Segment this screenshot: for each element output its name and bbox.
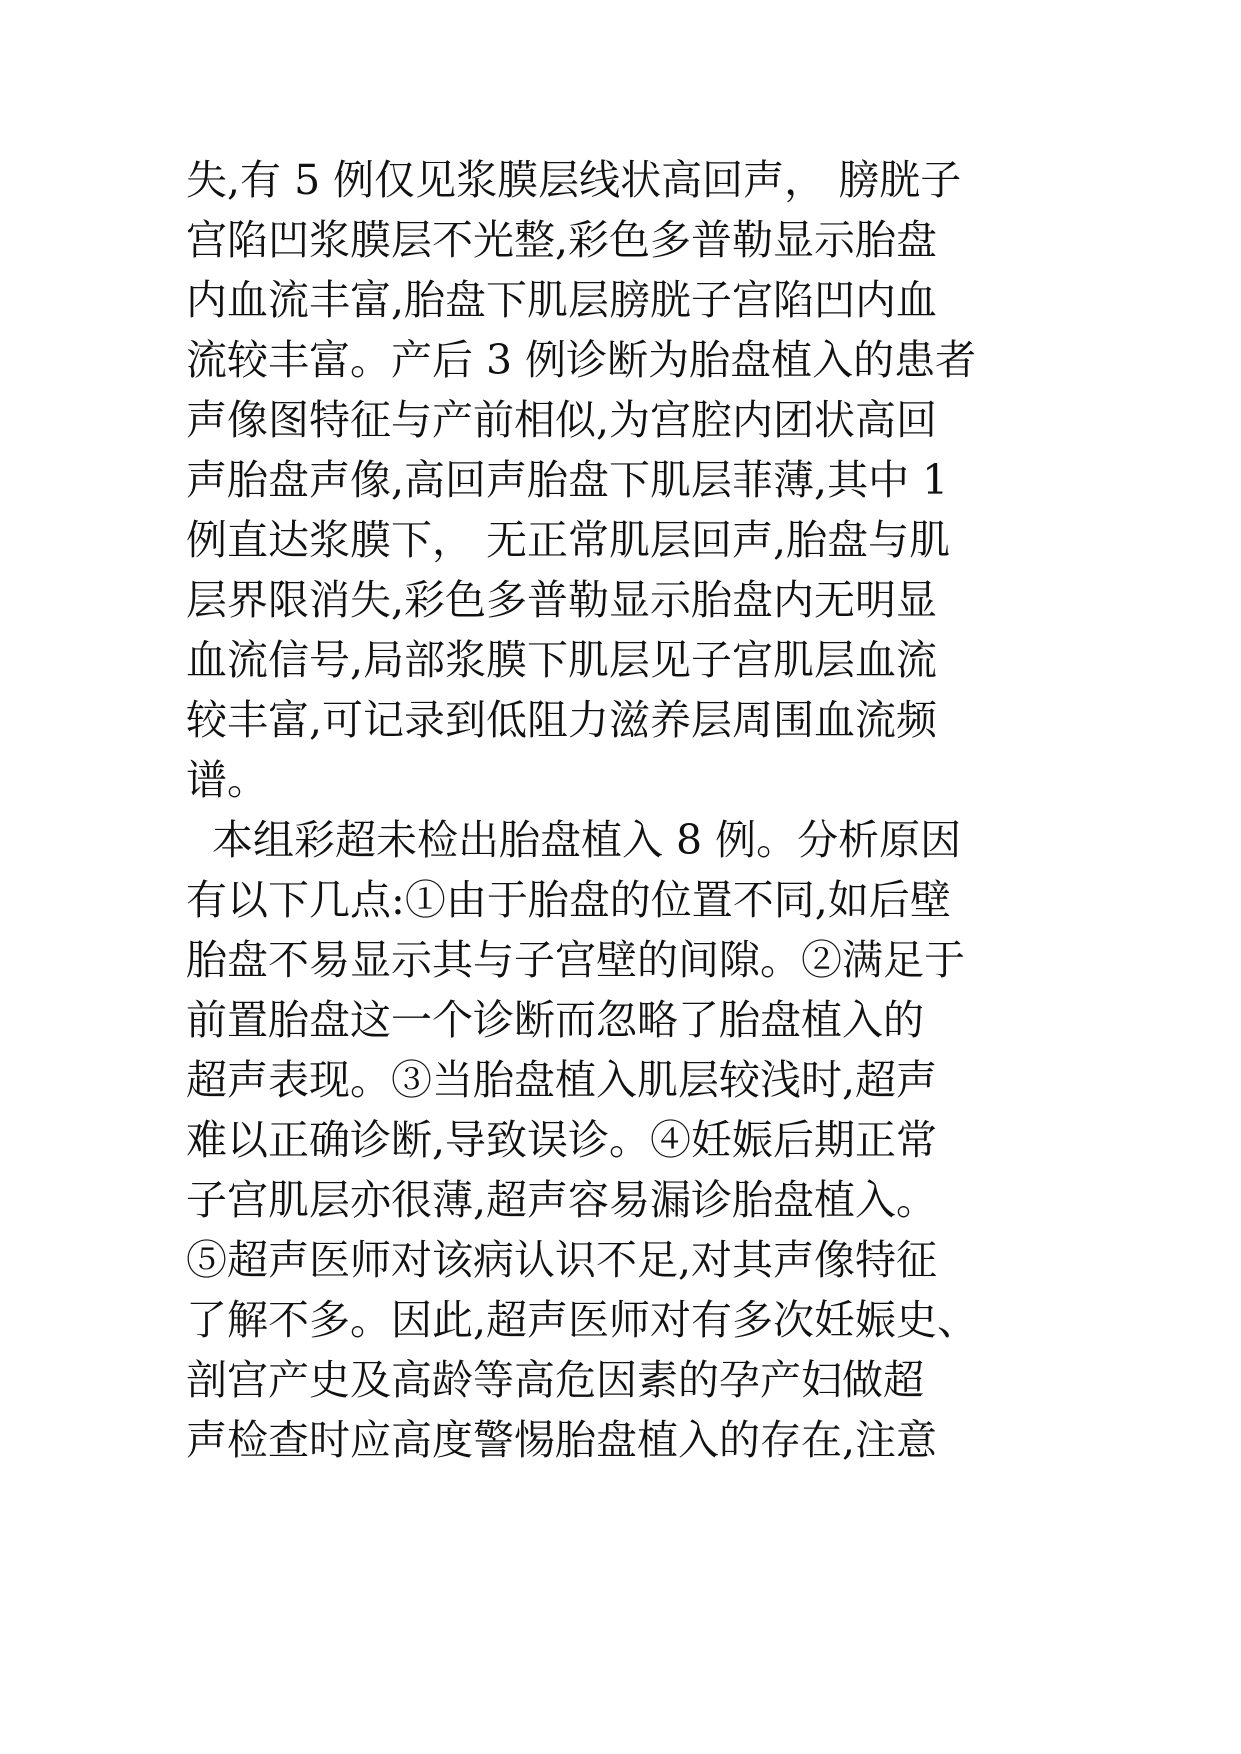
text-line: 流较丰富。产后 3 例诊断为胎盘植入的患者: [186, 336, 977, 384]
text-line: 声检查时应高度警惕胎盘植入的存在,注意: [186, 1416, 938, 1464]
text-line: 超声表现。③当胎盘植入肌层较浅时,超声: [186, 1056, 938, 1104]
text-line: 了解不多。因此,超声医师对有多次妊娠史、: [186, 1296, 979, 1344]
text-line: 胎盘不易显示其与子宫壁的间隙。②满足于: [186, 936, 965, 984]
text-line: 例直达浆膜下， 无正常肌层回声,胎盘与肌: [186, 516, 951, 564]
text-line: 失,有 5 例仅见浆膜层线状高回声， 膀胱子: [186, 156, 962, 204]
text-line: 有以下几点:①由于胎盘的位置不同,如后壁: [186, 876, 951, 924]
text-line: 剖宫产史及高龄等高危因素的孕产妇做超: [186, 1356, 924, 1404]
text-line: ⑤超声医师对该病认识不足,对其声像特征: [186, 1236, 938, 1284]
text-line: 子宫肌层亦很薄,超声容易漏诊胎盘植入。: [186, 1176, 938, 1224]
text-line: 谱。: [186, 756, 268, 804]
text-line: 血流信号,局部浆膜下肌层见子宫肌层血流: [186, 636, 938, 684]
text-line: 难以正确诊断,导致误诊。④妊娠后期正常: [186, 1116, 938, 1164]
text-line: 较丰富,可记录到低阻力滋养层周围血流频: [186, 696, 938, 744]
text-line: 声胎盘声像,高回声胎盘下肌层菲薄,其中 1: [186, 456, 949, 504]
text-line: 声像图特征与产前相似,为宫腔内团状高回: [186, 396, 938, 444]
body-text: [186, 150, 1086, 1470]
text-line: 内血流丰富,胎盘下肌层膀胱子宫陷凹内血: [186, 276, 938, 324]
paragraph-start-line: 本组彩超未检出胎盘植入 8 例。分析原因: [212, 816, 962, 864]
text-line: 前置胎盘这一个诊断而忽略了胎盘植入的: [186, 996, 924, 1044]
text-line: 宫陷凹浆膜层不光整,彩色多普勒显示胎盘: [186, 216, 938, 264]
text-line: 层界限消失,彩色多普勒显示胎盘内无明显: [186, 576, 938, 624]
